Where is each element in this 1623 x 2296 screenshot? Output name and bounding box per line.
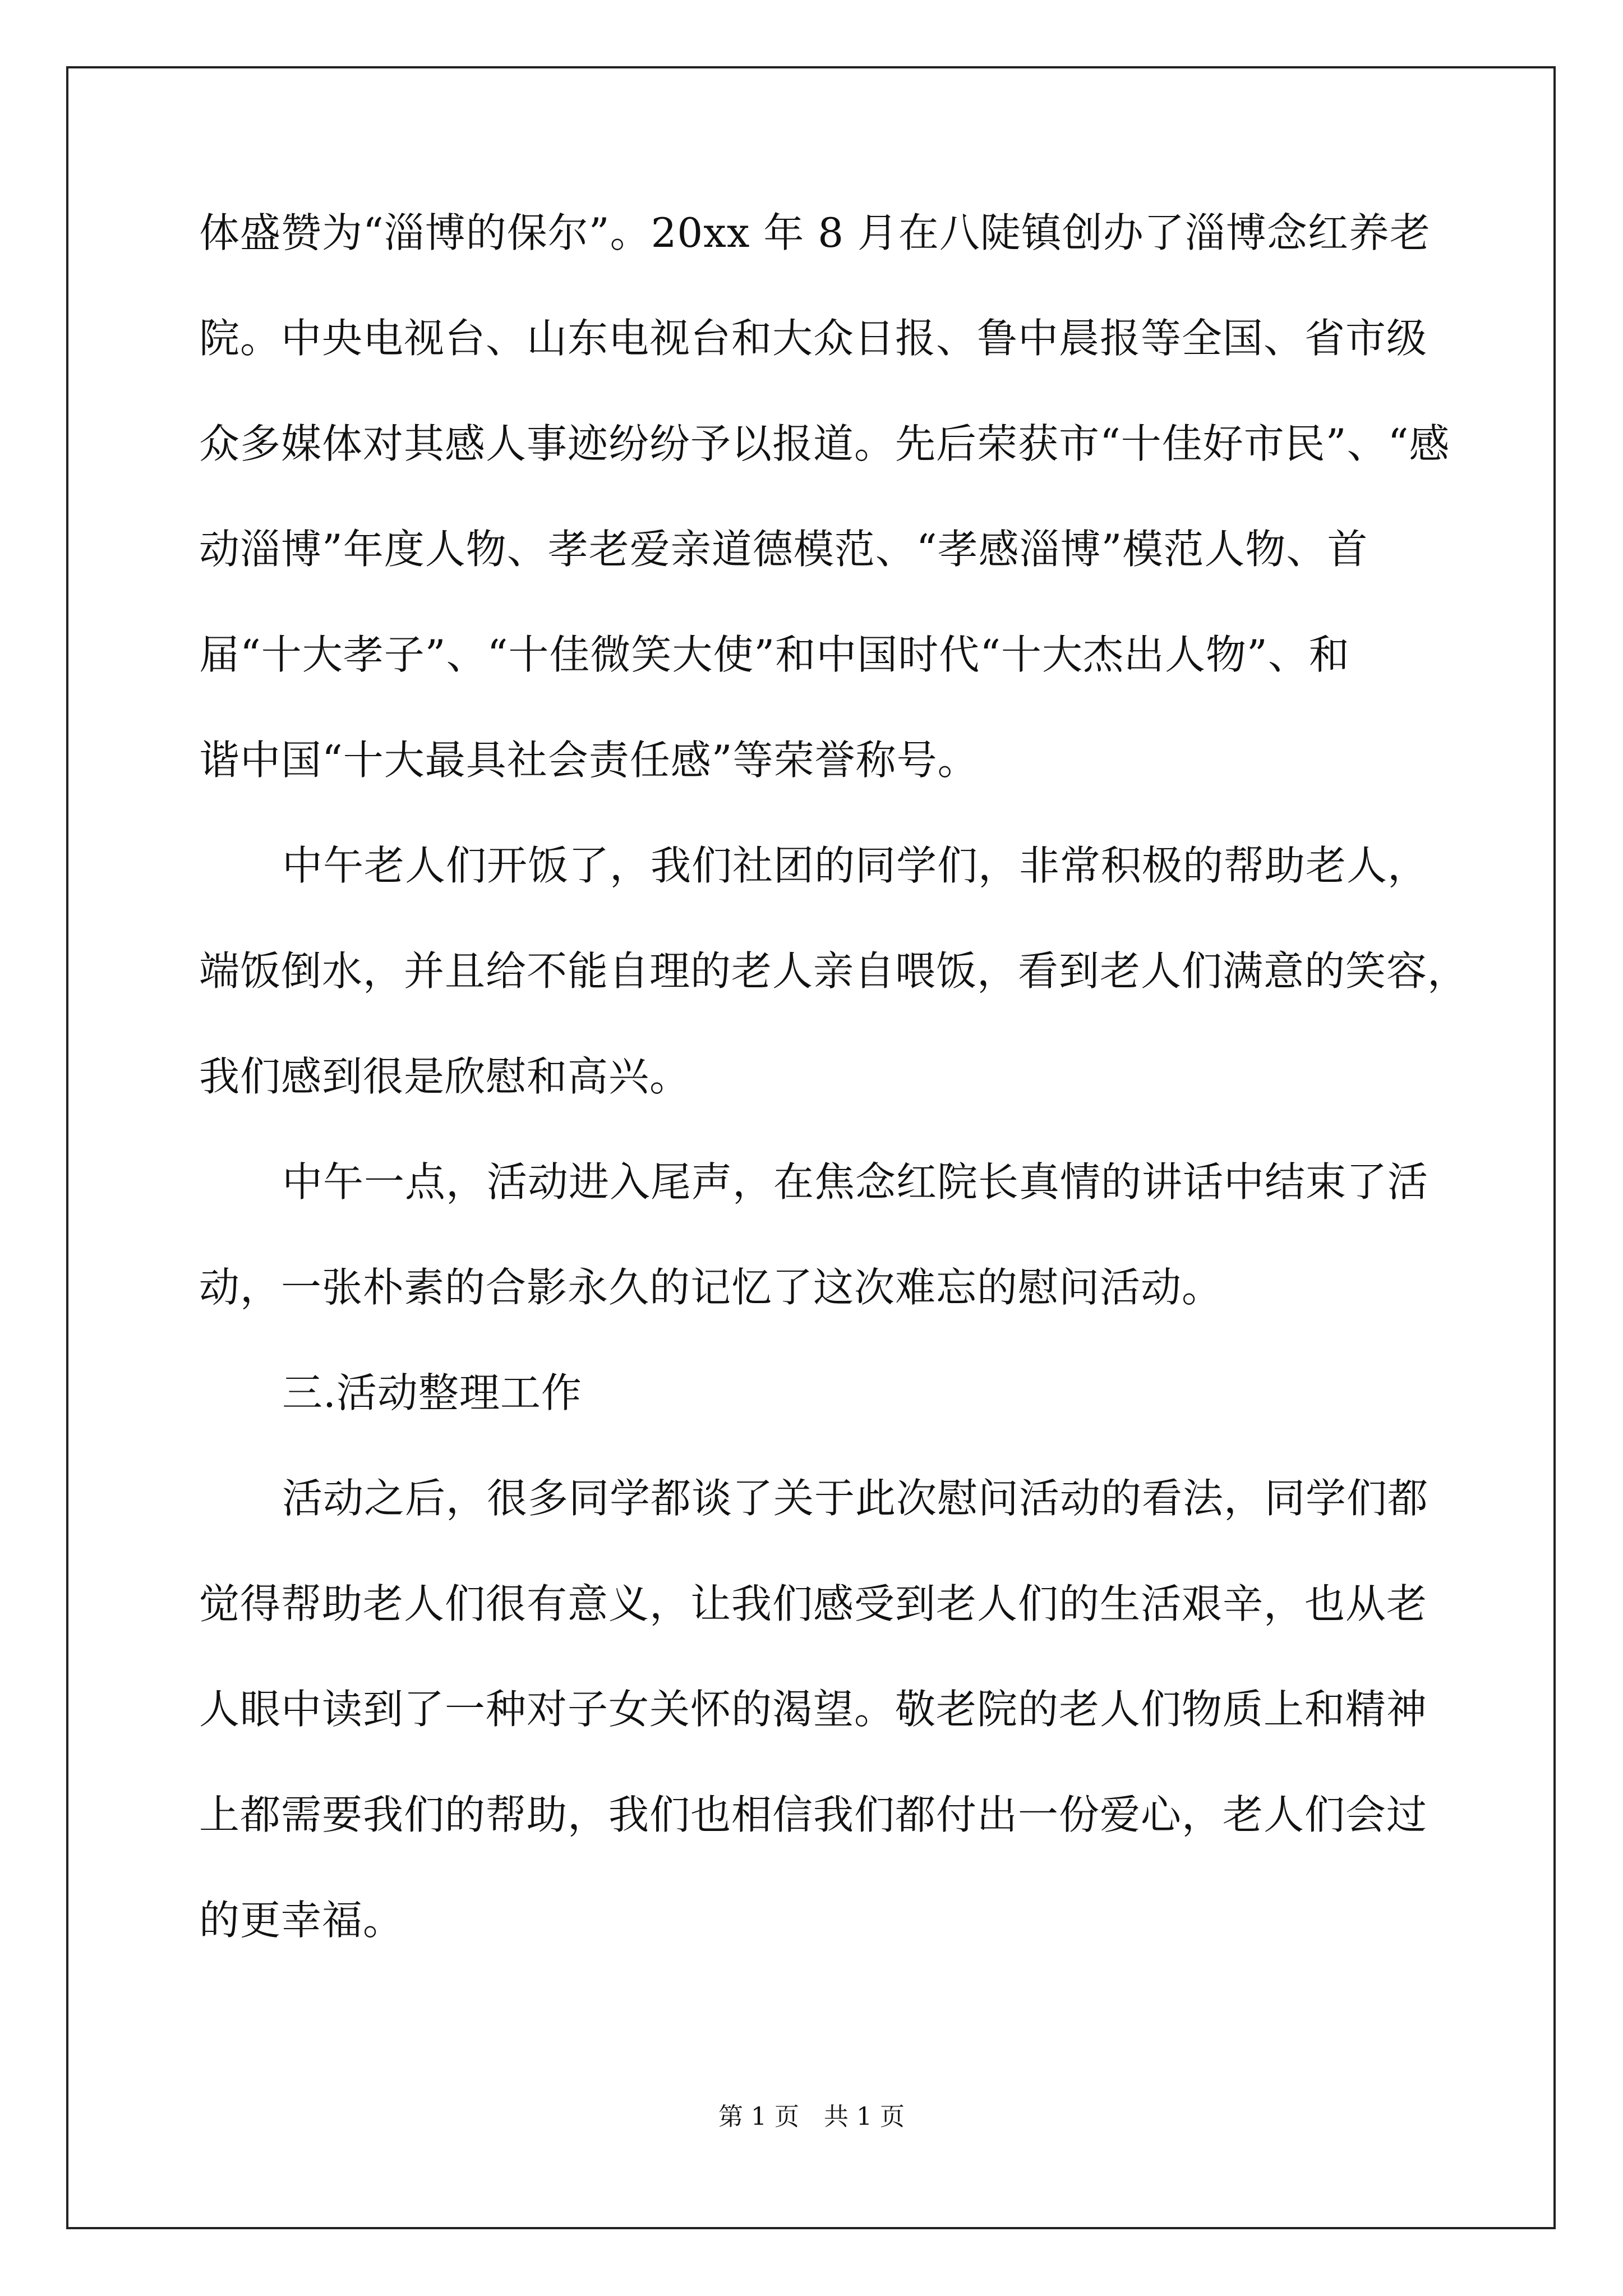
paragraph-line: 动，一张朴素的合影永久的记忆了这次难忘的慰问活动。 [199,1264,1223,1311]
paragraph-line: 活动之后，很多同学都谈了关于此次慰问活动的看法，同学们都 [282,1475,1429,1522]
paragraph-line: 动淄博”年度人物、孝老爱亲道德模范、“孝感淄博”模范人物、首 [199,526,1368,573]
paragraph-line: 中午一点，活动进入尾声，在焦念红院长真情的讲话中结束了活 [282,1158,1429,1205]
paragraph-line: 届“十大孝子”、“十佳微笑大使”和中国时代“十大杰出人物”、和 [199,631,1350,678]
section-heading: 三.活动整理工作 [282,1369,582,1416]
paragraph-line: 中午老人们开饭了，我们社团的同学们，非常积极的帮助老人， [282,842,1429,889]
paragraph-line: 觉得帮助老人们很有意义，让我们感受到老人们的生活艰辛，也从老 [199,1580,1428,1627]
paragraph-line: 众多媒体对其感人事迹纷纷予以报道。先后荣获市“十佳好市民”、“感 [199,420,1450,467]
paragraph-line: 我们感到很是欣慰和高兴。 [199,1053,691,1100]
paragraph-line: 体盛赞为“淄博的保尔”。20xx 年 8 月在八陡镇创办了淄博念红养老 [199,209,1431,256]
paragraph-line: 的更幸福。 [199,1897,404,1944]
paragraph-line: 端饭倒水，并且给不能自理的老人亲自喂饭，看到老人们满意的笑容， [199,947,1469,995]
paragraph-line: 上都需要我们的帮助，我们也相信我们都付出一份爱心，老人们会过 [199,1791,1428,1838]
page-number-footer: 第 1 页 共 1 页 [718,2102,905,2131]
paragraph-line: 谐中国“十大最具社会责任感”等荣誉称号。 [199,737,979,784]
paragraph-line: 人眼中读到了一种对子女关怀的渴望。敬老院的老人们物质上和精神 [199,1686,1428,1733]
paragraph-line: 院。中央电视台、山东电视台和大众日报、鲁中晨报等全国、省市级 [199,315,1428,362]
